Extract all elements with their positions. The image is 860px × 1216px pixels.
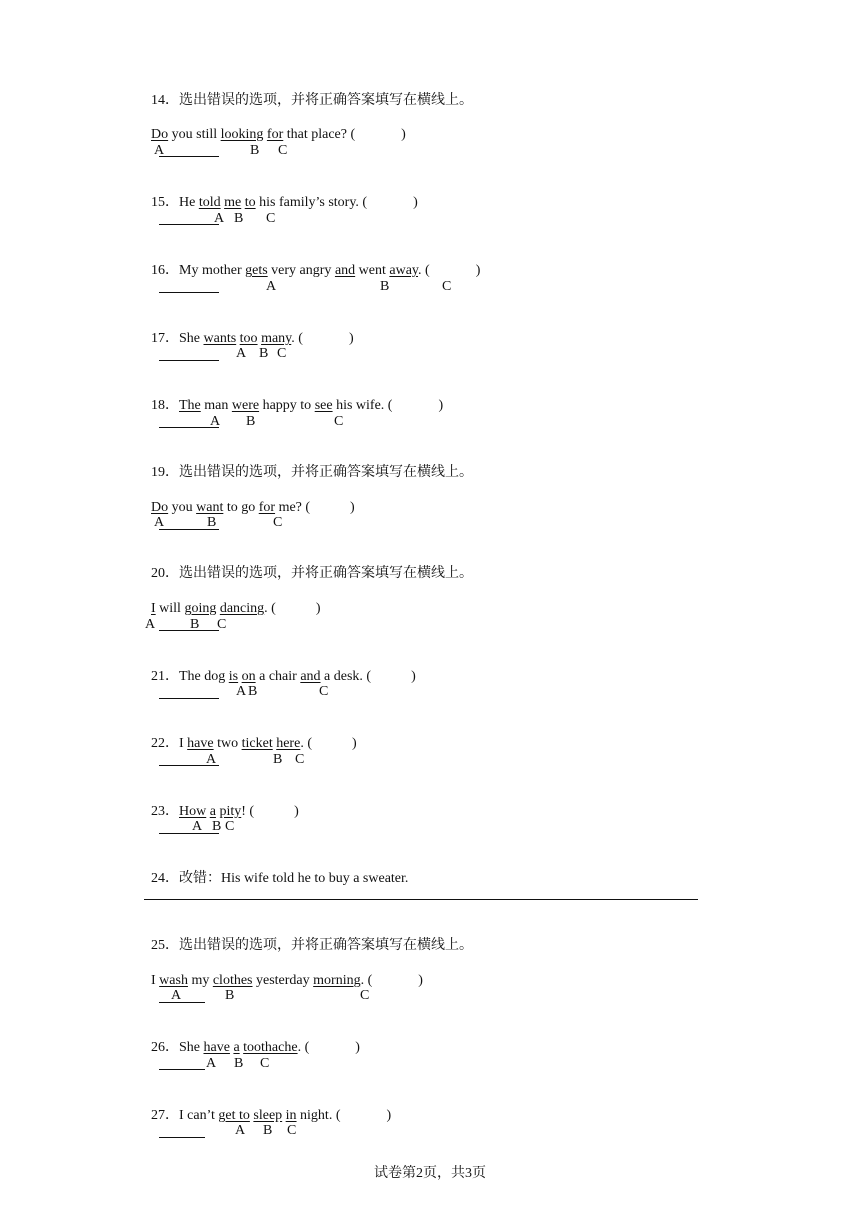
option-letter-b: B [248,684,258,699]
option-c-word: for [266,127,284,142]
answer-blank[interactable] [159,618,219,631]
option-letter-a: A [236,684,247,699]
question-18-sentence: 18．The man were happy to see his wife. ( ) [144,379,443,434]
option-b-word: sleep [253,1108,283,1123]
option-letter-b: B [212,819,222,834]
option-letter-a: A [171,988,182,1003]
answer-blank[interactable] [159,821,219,834]
question-25-sentence: I wash my clothes yesterday morning. ( ) [144,954,423,1009]
option-a-word: The [179,398,201,413]
question-number: 23． [151,804,179,819]
question-24-text [144,852,408,888]
option-letter-a: A [145,617,156,632]
option-b-word: on [241,669,256,684]
option-letter-c: C [273,515,283,530]
instruction-text: 选出错误的选项，并将正确答案填写在横线上。 [179,465,473,480]
question-number: 22． [151,736,179,751]
correction-prompt: 改错：His wife told he to buy a sweater. [179,871,409,886]
question-number: 27． [151,1108,179,1123]
option-a-word: get to [218,1108,250,1123]
option-c-word: many [261,331,292,346]
option-letter-b: B [207,515,217,530]
option-letter-b: B [380,279,390,294]
option-a-word: Do [151,127,169,142]
question-number: 24． [151,871,179,886]
option-c-word: pity [219,804,242,819]
question-15-sentence: 15．He told me to his family’s story. ( ) [144,176,418,231]
option-a-word: How [179,804,207,819]
option-letter-c: C [266,211,276,226]
option-a-word: have [187,736,214,751]
option-b-word: clothes [212,973,253,988]
option-b-word: too [239,331,258,346]
question-23-sentence: 23．How a pity! ( ) [144,785,299,840]
option-letter-a: A [206,752,217,767]
option-c-word: for [258,500,276,515]
option-letter-c: C [334,414,344,429]
option-letter-b: B [263,1123,273,1138]
option-a-word: told [198,195,221,210]
question-number: 25． [151,938,179,953]
option-a-word: have [203,1040,230,1055]
question-20-instruction [144,547,473,583]
question-number: 17． [151,331,179,346]
question-25-instruction [144,919,473,955]
option-c-word: toothache [243,1040,298,1055]
option-letter-c: C [360,988,370,1003]
option-b-word: looking [220,127,264,142]
option-letter-c: C [319,684,329,699]
question-21-sentence: 21．The dog is on a chair and a desk. ( ) [144,650,416,705]
answer-blank[interactable] [159,1125,205,1138]
option-letter-b: B [246,414,256,429]
answer-blank[interactable] [159,280,219,293]
page-footer: 试卷第2页，共3页 [374,1166,486,1181]
option-c-word: in [285,1108,297,1123]
option-a-word: wants [203,331,237,346]
question-22-sentence: 22．I have two ticket here. ( ) [144,717,357,772]
question-number: 19． [151,465,179,480]
answer-blank[interactable] [159,1057,205,1070]
option-b-word: want [196,500,224,515]
option-letter-b: B [234,211,244,226]
question-19-instruction [144,446,473,482]
question-20-sentence: I will going dancing. ( ) [144,582,321,637]
answer-line[interactable] [144,899,698,900]
option-b-word: a [209,804,216,819]
question-number: 15． [151,195,179,210]
option-letter-b: B [273,752,283,767]
option-b-word: going [184,601,217,616]
option-letter-a: A [266,279,277,294]
option-c-word: and [300,669,321,684]
instruction-text: 选出错误的选项，并将正确答案填写在横线上。 [179,938,473,953]
option-letter-a: A [206,1056,217,1071]
option-letter-a: A [214,211,225,226]
option-c-word: see [314,398,333,413]
question-14-instruction [144,74,473,110]
option-c-word: morning [313,973,361,988]
option-letter-a: A [154,143,165,158]
option-c-word: away [389,263,419,278]
option-letter-c: C [260,1056,270,1071]
option-letter-b: B [259,346,269,361]
option-a-word: wash [159,973,188,988]
question-27-sentence: 27．I can’t get to sleep in night. ( ) [144,1089,391,1144]
answer-blank[interactable] [159,686,219,699]
option-a-word: I [151,601,156,616]
option-letter-b: B [190,617,200,632]
option-letter-c: C [225,819,235,834]
question-17-sentence: 17．She wants too many. ( ) [144,312,354,367]
answer-blank[interactable] [159,990,205,1003]
question-14-sentence: Do you still looking for that place? ( ) [144,108,406,163]
option-letter-a: A [235,1123,246,1138]
option-letter-a: A [236,346,247,361]
option-letter-c: C [278,143,288,158]
question-number: 26． [151,1040,179,1055]
option-b-word: a [233,1040,240,1055]
question-number: 14． [151,93,179,108]
option-c-word: here [276,736,301,751]
option-letter-a: A [192,819,203,834]
option-letter-b: B [250,143,260,158]
option-a-word: gets [245,263,268,278]
instruction-text: 选出错误的选项，并将正确答案填写在横线上。 [179,566,473,581]
option-a-word: Do [151,500,169,515]
option-letter-c: C [217,617,227,632]
option-letter-a: A [210,414,221,429]
question-number: 21． [151,669,179,684]
option-letter-c: C [295,752,305,767]
option-c-word: dancing [219,601,265,616]
answer-blank[interactable] [159,144,219,157]
option-letter-c: C [277,346,287,361]
question-number: 20． [151,566,179,581]
option-c-word: to [244,195,256,210]
option-b-word: ticket [241,736,273,751]
answer-blank[interactable] [159,348,219,361]
question-19-sentence: Do you want to go for me? ( ) [144,481,355,536]
option-letter-a: A [154,515,165,530]
answer-blank[interactable] [159,212,219,225]
option-letter-b: B [234,1056,244,1071]
option-letter-c: C [287,1123,297,1138]
question-26-sentence: 26．She have a toothache. ( ) [144,1021,360,1076]
option-letter-c: C [442,279,452,294]
instruction-text: 选出错误的选项，并将正确答案填写在横线上。 [179,93,473,108]
question-16-sentence: 16．My mother gets very angry and went away. ( ) [144,244,480,299]
option-a-word: is [228,669,239,684]
question-number: 16． [151,263,179,278]
option-b-word: and [334,263,356,278]
option-b-word: me [224,195,242,210]
option-b-word: were [231,398,260,413]
option-letter-b: B [225,988,235,1003]
question-number: 18． [151,398,179,413]
